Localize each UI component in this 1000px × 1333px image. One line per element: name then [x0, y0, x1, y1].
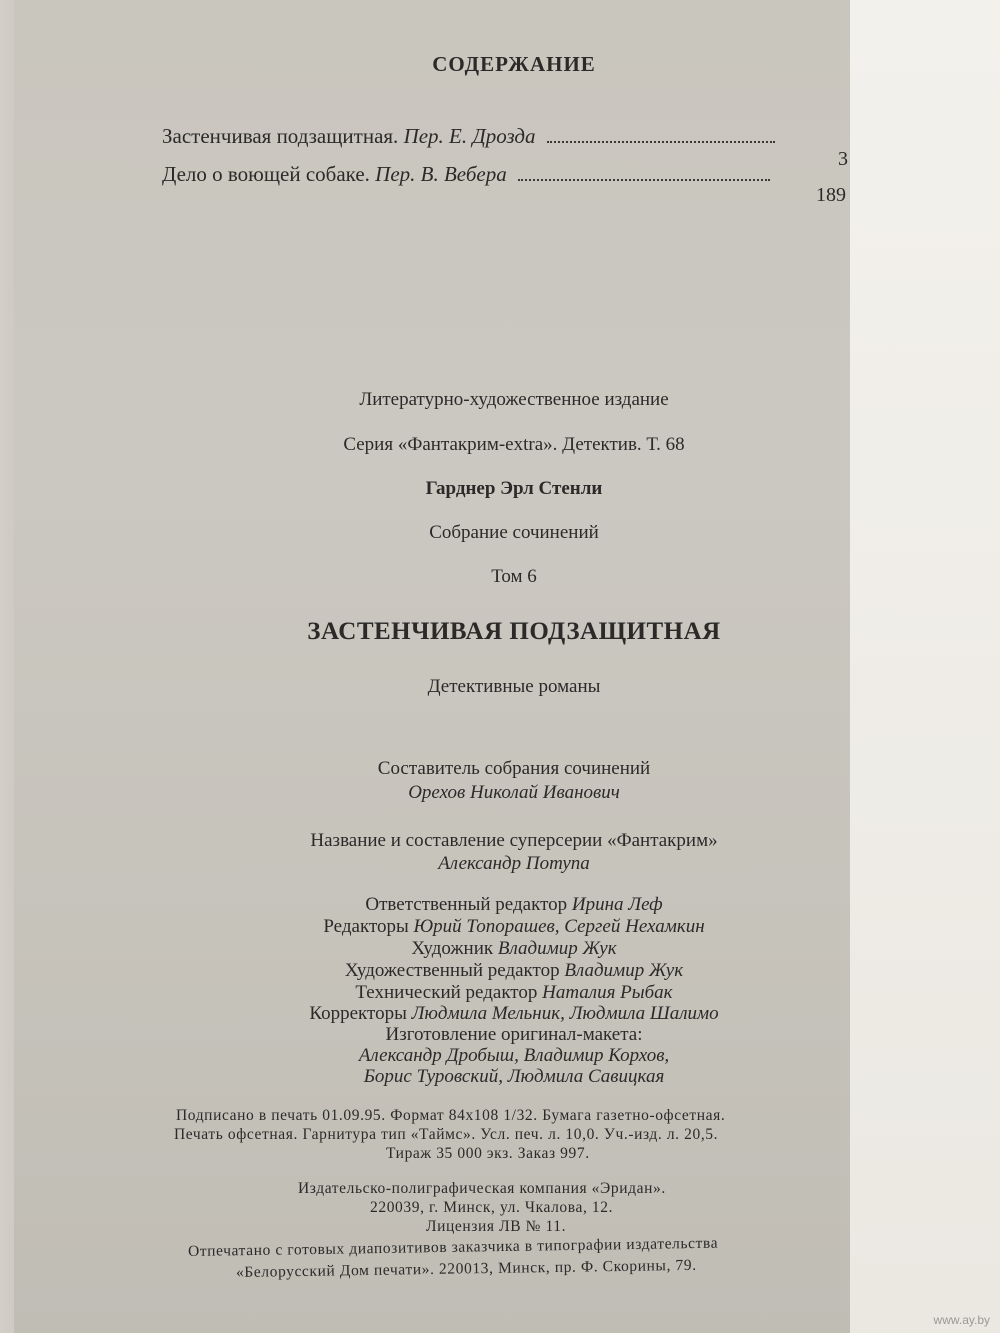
staff-role: Корректоры [309, 1003, 407, 1024]
series-line: Серия «Фантакрим-extra». Детектив. Т. 68 [343, 434, 685, 455]
toc-heading: СОДЕРЖАНИЕ [432, 52, 596, 76]
layout-names-1: Александр Дробыш, Владимир Корхов, [358, 1045, 670, 1066]
toc-entry-page: 189 [816, 184, 846, 206]
compiler-name: Орехов Николай Иванович [408, 782, 620, 803]
imprint-line: Отпечатано с готовых диапозитивов заказчика в типографии издательства [187, 1234, 719, 1260]
edition-type: Литературно-художественное издание [359, 389, 669, 410]
superseries-label: Название и составление суперсерии «Фантакрим» [310, 830, 718, 851]
collection-label: Собрание сочинений [429, 522, 599, 543]
imprint-line: Издательско-полиграфическая компания «Эридан». [298, 1180, 666, 1197]
staff-line [164, 982, 864, 1004]
staff-names: Людмила Мельник, Людмила Шалимо [411, 1003, 719, 1024]
staff-role: Художественный редактор [344, 960, 560, 981]
toc-entry-title: Дело о воющей собаке. [162, 162, 370, 186]
staff-line [164, 938, 864, 960]
background-surface [850, 0, 1000, 1333]
imprint-line: 220039, г. Минск, ул. Чкалова, 12. [370, 1199, 614, 1216]
adjacent-page-edge [0, 0, 14, 1333]
toc-entry-translator: Пер. Е. Дрозда [403, 124, 536, 148]
staff-line [164, 894, 864, 916]
layout-names-2: Борис Туровский, Людмила Савицкая [363, 1066, 665, 1087]
toc-leader-dots [518, 178, 770, 181]
compiler-label: Составитель собрания сочинений [377, 758, 651, 779]
staff-role: Технический редактор [355, 982, 538, 1003]
staff-names: Наталия Рыбак [542, 982, 673, 1003]
watermark: www.ay.by [933, 1313, 990, 1327]
imprint-line: Тираж 35 000 экз. Заказ 997. [386, 1145, 590, 1162]
toc-entry-title: Застенчивая подзащитная. [162, 124, 399, 148]
superseries-name: Александр Потупа [438, 853, 590, 874]
staff-role: Ответственный редактор [365, 894, 568, 915]
toc-entry-page: 3 [838, 148, 848, 170]
imprint-line: «Белорусский Дом печати». 220013, Минск, пр. Ф. Скорины, 79. [235, 1256, 697, 1281]
toc-leader-dots [547, 140, 775, 143]
staff-role: Художник [411, 938, 494, 959]
staff-line [164, 916, 864, 938]
author-name: Гарднер Эрл Стенли [425, 478, 603, 499]
volume-label: Том 6 [491, 566, 537, 587]
staff-names: Владимир Жук [564, 960, 684, 981]
staff-line [164, 960, 864, 982]
genre-label: Детективные романы [427, 676, 601, 697]
staff-names: Владимир Жук [497, 938, 617, 959]
layout-label: Изготовление оригинал-макета: [385, 1024, 643, 1045]
toc-entry-1 [162, 124, 775, 149]
staff-names: Юрий Топорашев, Сергей Нехамкин [413, 916, 705, 937]
imprint-line: Подписано в печать 01.09.95. Формат 84х108 1/32. Бумага газетно-офсетная. [176, 1107, 726, 1124]
staff-line [164, 1003, 864, 1025]
imprint-line: Печать офсетная. Гарнитура тип «Таймс». Усл. печ. л. 10,0. Уч.-изд. л. 20,5. [174, 1126, 719, 1143]
toc-entry-translator: Пер. В. Вебера [375, 162, 507, 186]
book-title: ЗАСТЕНЧИВАЯ ПОДЗАЩИТНАЯ [307, 618, 721, 645]
imprint-line: Лицензия ЛВ № 11. [426, 1218, 567, 1235]
toc-entry-2 [162, 162, 770, 187]
staff-role: Редакторы [323, 916, 409, 937]
staff-names: Ирина Леф [571, 894, 663, 915]
